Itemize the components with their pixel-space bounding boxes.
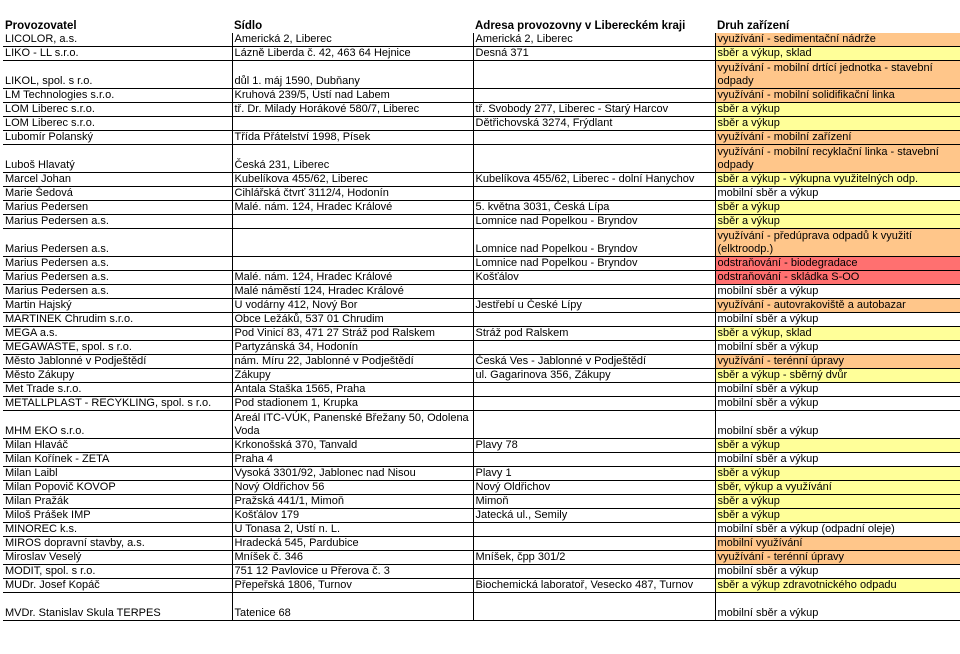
table-row	[3, 271, 960, 285]
provozovatel-cell: Marius Pedersen a.s.	[3, 229, 232, 257]
sidlo-cell	[232, 117, 473, 131]
provozovatel-cell: MUDr. Josef Kopáč	[3, 579, 232, 593]
druh-cell: sběr a výkup - výkupna využitelných odp.	[715, 173, 960, 187]
adresa-cell: Mimoň	[473, 495, 715, 509]
druh-cell: mobilní sběr a výkup	[715, 187, 960, 201]
header-provozovatel: Provozovatel	[5, 20, 77, 32]
table-row	[3, 229, 960, 257]
druh-cell: sběr a výkup - sběrný dvůr	[715, 369, 960, 383]
adresa-cell	[473, 411, 715, 439]
druh-cell: mobilní sběr a výkup	[715, 397, 960, 411]
provozovatel-cell: Milan Pražák	[3, 495, 232, 509]
druh-cell: mobilní sběr a výkup	[715, 453, 960, 467]
adresa-cell	[473, 89, 715, 103]
adresa-cell	[473, 593, 715, 621]
table-row	[3, 215, 960, 229]
sidlo-cell: Americká 2, Liberec	[232, 33, 473, 47]
provozovatel-cell: LM Technologies s.r.o.	[3, 89, 232, 103]
sidlo-cell: nám. Míru 22, Jablonné v Podještědí	[232, 355, 473, 369]
provozovatel-cell: MVDr. Stanislav Skula TERPES	[3, 593, 232, 621]
table-row	[3, 523, 960, 537]
sidlo-cell: Krkonošská 370, Tanvald	[232, 439, 473, 453]
druh-cell: využívání - mobilní recyklační linka - stavební odpady	[715, 145, 960, 173]
adresa-cell: Košťálov	[473, 271, 715, 285]
provozovatel-cell: LIKO - LL s.r.o.	[3, 47, 232, 61]
provozovatel-cell: Milan Hlaváč	[3, 439, 232, 453]
sidlo-cell: důl 1. máj 1590, Dubňany	[232, 61, 473, 89]
druh-cell: odstraňování - skládka S-OO	[715, 271, 960, 285]
sidlo-cell: Třída Přátelství 1998, Písek	[232, 131, 473, 145]
provozovatel-cell: Lubomír Polanský	[3, 131, 232, 145]
table-row	[3, 439, 960, 453]
sidlo-cell: 751 12 Pavlovice u Přerova č. 3	[232, 565, 473, 579]
provozovatel-cell: LOM Liberec s.r.o.	[3, 103, 232, 117]
adresa-cell: Jestřebí u České Lípy	[473, 299, 715, 313]
table-row	[3, 551, 960, 565]
header-adresa: Adresa provozovny v Libereckém kraji	[475, 20, 686, 32]
druh-cell: využívání - mobilní drtící jednotka - stavební odpady	[715, 61, 960, 89]
provozovatel-cell: Milan Kořínek - ZETA	[3, 453, 232, 467]
sidlo-cell: Antala Staška 1565, Praha	[232, 383, 473, 397]
sidlo-cell	[232, 215, 473, 229]
adresa-cell: Lomnice nad Popelkou - Bryndov	[473, 215, 715, 229]
adresa-cell	[473, 313, 715, 327]
druh-cell: sběr a výkup, sklad	[715, 47, 960, 61]
druh-cell: využívání - terénní úpravy	[715, 355, 960, 369]
table-row	[3, 103, 960, 117]
table-row	[3, 453, 960, 467]
druh-cell: sběr a výkup	[715, 509, 960, 523]
adresa-cell	[473, 61, 715, 89]
adresa-cell	[473, 397, 715, 411]
table-body	[3, 33, 960, 621]
druh-cell: využívání - sedimentační nádrže	[715, 33, 960, 47]
adresa-cell: Desná 371	[473, 47, 715, 61]
adresa-cell	[473, 383, 715, 397]
sidlo-cell	[232, 229, 473, 257]
provozovatel-cell: Marie Šedová	[3, 187, 232, 201]
table-row	[3, 145, 960, 173]
adresa-cell	[473, 537, 715, 551]
sidlo-cell: Nový Oldřichov 56	[232, 481, 473, 495]
sidlo-cell: Tatenice 68	[232, 593, 473, 621]
sidlo-cell: Cihlářská čtvrť 3112/4, Hodonín	[232, 187, 473, 201]
druh-cell: sběr a výkup	[715, 201, 960, 215]
druh-cell: sběr a výkup	[715, 215, 960, 229]
adresa-cell: Americká 2, Liberec	[473, 33, 715, 47]
druh-cell: mobilní sběr a výkup	[715, 285, 960, 299]
provozovatel-cell: Miroslav Veselý	[3, 551, 232, 565]
sidlo-cell: Přepeřská 1806, Turnov	[232, 579, 473, 593]
druh-cell: sběr a výkup	[715, 103, 960, 117]
druh-cell: využívání - autovrakoviště a autobazar	[715, 299, 960, 313]
sidlo-cell: Areál ITC-VÚK, Panenské Břežany 50, Odolena Voda	[232, 411, 473, 439]
provozovatel-cell: Martin Hajský	[3, 299, 232, 313]
druh-cell: mobilní využívání	[715, 537, 960, 551]
table-row	[3, 257, 960, 271]
table-row	[3, 383, 960, 397]
sidlo-cell: U Tonasa 2, Ústí n. L.	[232, 523, 473, 537]
adresa-cell: tř. Svobody 277, Liberec - Starý Harcov	[473, 103, 715, 117]
sidlo-cell: Praha 4	[232, 453, 473, 467]
druh-cell: sběr a výkup zdravotnického odpadu	[715, 579, 960, 593]
druh-cell: mobilní sběr a výkup	[715, 313, 960, 327]
sidlo-cell: Partyzánská 34, Hodonín	[232, 341, 473, 355]
provozovatel-cell: LIKOL, spol. s r.o.	[3, 61, 232, 89]
table-row	[3, 397, 960, 411]
druh-cell: sběr, výkup a využívání	[715, 481, 960, 495]
druh-cell: mobilní sběr a výkup	[715, 411, 960, 439]
table-row	[3, 411, 960, 439]
table-row	[3, 327, 960, 341]
sidlo-cell: Malé náměstí 124, Hradec Králové	[232, 285, 473, 299]
table-row	[3, 187, 960, 201]
druh-cell: využívání - terénní úpravy	[715, 551, 960, 565]
provozovatel-cell: Met Trade s.r.o.	[3, 383, 232, 397]
table-row	[3, 579, 960, 593]
adresa-cell: Plavy 1	[473, 467, 715, 481]
table-row	[3, 355, 960, 369]
adresa-cell: Jatecká ul., Semily	[473, 509, 715, 523]
druh-cell: mobilní sběr a výkup	[715, 341, 960, 355]
adresa-cell	[473, 131, 715, 145]
provozovatel-cell: Marcel Johan	[3, 173, 232, 187]
table-row	[3, 173, 960, 187]
table-row	[3, 33, 960, 47]
adresa-cell	[473, 453, 715, 467]
header-row	[3, 19, 960, 33]
sidlo-cell: Kubelíkova 455/62, Liberec	[232, 173, 473, 187]
provozovatel-cell: LOM Liberec s.r.o.	[3, 117, 232, 131]
provozovatel-cell: Marius Pedersen a.s.	[3, 285, 232, 299]
table-row	[3, 131, 960, 145]
adresa-cell	[473, 285, 715, 299]
sidlo-cell: tř. Dr. Milady Horákové 580/7, Liberec	[232, 103, 473, 117]
adresa-cell	[473, 565, 715, 579]
facility-table	[3, 19, 960, 621]
adresa-cell: ul. Gagarinova 356, Zákupy	[473, 369, 715, 383]
sidlo-cell: Hradecká 545, Pardubice	[232, 537, 473, 551]
provozovatel-cell: Milan Laibl	[3, 467, 232, 481]
adresa-cell: Nový Oldřichov	[473, 481, 715, 495]
adresa-cell: 5. května 3031, Česká Lípa	[473, 201, 715, 215]
sidlo-cell: Lázně Liberda č. 42, 463 64 Hejnice	[232, 47, 473, 61]
sidlo-cell: Pod Vinicí 83, 471 27 Stráž pod Ralskem	[232, 327, 473, 341]
table-row	[3, 299, 960, 313]
sidlo-cell: Pražská 441/1, Mimoň	[232, 495, 473, 509]
druh-cell: mobilní sběr a výkup	[715, 383, 960, 397]
sidlo-cell: Vysoká 3301/92, Jablonec nad Nisou	[232, 467, 473, 481]
sidlo-cell: Košťálov 179	[232, 509, 473, 523]
adresa-cell: Lomnice nad Popelkou - Bryndov	[473, 257, 715, 271]
provozovatel-cell: Milan Popovič KOVOP	[3, 481, 232, 495]
provozovatel-cell: Marius Pedersen a.s.	[3, 215, 232, 229]
table-row	[3, 201, 960, 215]
druh-cell: využívání - předúprava odpadů k využití (elktroodp.)	[715, 229, 960, 257]
table-row	[3, 117, 960, 131]
provozovatel-cell: MHM EKO s.r.o.	[3, 411, 232, 439]
druh-cell: odstraňování - biodegradace	[715, 257, 960, 271]
sidlo-cell: Obce Ležáků, 537 01 Chrudim	[232, 313, 473, 327]
sidlo-cell: Česká 231, Liberec	[232, 145, 473, 173]
adresa-cell: Biochemická laboratoř, Vesecko 487, Turnov	[473, 579, 715, 593]
provozovatel-cell: Město Zákupy	[3, 369, 232, 383]
druh-cell: sběr a výkup, sklad	[715, 327, 960, 341]
adresa-cell	[473, 523, 715, 537]
provozovatel-cell: Miloš Prášek IMP	[3, 509, 232, 523]
sidlo-cell: Malé. nám. 124, Hradec Králové	[232, 201, 473, 215]
adresa-cell: Lomnice nad Popelkou - Bryndov	[473, 229, 715, 257]
druh-cell: mobilní sběr a výkup	[715, 593, 960, 621]
adresa-cell: Kubelíkova 455/62, Liberec - dolní Hanychov	[473, 173, 715, 187]
table-row	[3, 593, 960, 621]
table-row	[3, 495, 960, 509]
druh-cell: využívání - mobilní zařízení	[715, 131, 960, 145]
adresa-cell: Stráž pod Ralskem	[473, 327, 715, 341]
adresa-cell	[473, 145, 715, 173]
druh-cell: využívání - mobilní solidifikační linka	[715, 89, 960, 103]
provozovatel-cell: Luboš Hlavatý	[3, 145, 232, 173]
sidlo-cell: Kruhová 239/5, Ústí nad Labem	[232, 89, 473, 103]
druh-cell: mobilní sběr a výkup (odpadní oleje)	[715, 523, 960, 537]
table-row	[3, 89, 960, 103]
druh-cell: sběr a výkup	[715, 467, 960, 481]
druh-cell: sběr a výkup	[715, 439, 960, 453]
sidlo-cell: U vodárny 412, Nový Bor	[232, 299, 473, 313]
provozovatel-cell: LICOLOR, a.s.	[3, 33, 232, 47]
provozovatel-cell: Město Jablonné v Podještědí	[3, 355, 232, 369]
sidlo-cell: Mníšek č. 346	[232, 551, 473, 565]
provozovatel-cell: MINOREC k.s.	[3, 523, 232, 537]
druh-cell: sběr a výkup	[715, 117, 960, 131]
provozovatel-cell: MODIT, spol. s r.o.	[3, 565, 232, 579]
sidlo-cell: Zákupy	[232, 369, 473, 383]
adresa-cell: Česká Ves - Jablonné v Podještědí	[473, 355, 715, 369]
table-row	[3, 313, 960, 327]
adresa-cell	[473, 341, 715, 355]
table-row	[3, 467, 960, 481]
adresa-cell: Dětřichovská 3274, Frýdlant	[473, 117, 715, 131]
header-druh: Druh zařízení	[717, 20, 790, 32]
sidlo-cell: Pod stadionem 1, Krupka	[232, 397, 473, 411]
provozovatel-cell: MIROS dopravní stavby, a.s.	[3, 537, 232, 551]
header-sidlo: Sídlo	[234, 20, 263, 32]
provozovatel-cell: Marius Pedersen a.s.	[3, 271, 232, 285]
provozovatel-cell: Marius Pedersen a.s.	[3, 257, 232, 271]
provozovatel-cell: Marius Pedersen	[3, 201, 232, 215]
table-row	[3, 537, 960, 551]
druh-cell: sběr a výkup	[715, 495, 960, 509]
table-row	[3, 47, 960, 61]
table-row	[3, 61, 960, 89]
adresa-cell	[473, 187, 715, 201]
table-row	[3, 369, 960, 383]
sidlo-cell: Malé. nám. 124, Hradec Králové	[232, 271, 473, 285]
provozovatel-cell: METALLPLAST - RECYKLING, spol. s r.o.	[3, 397, 232, 411]
sidlo-cell	[232, 257, 473, 271]
provozovatel-cell: MARTINEK Chrudim s.r.o.	[3, 313, 232, 327]
table-row	[3, 565, 960, 579]
adresa-cell: Plavy 78	[473, 439, 715, 453]
druh-cell: mobilní sběr a výkup	[715, 565, 960, 579]
table-row	[3, 481, 960, 495]
table-row	[3, 341, 960, 355]
table-row	[3, 509, 960, 523]
adresa-cell: Mníšek, čpp 301/2	[473, 551, 715, 565]
provozovatel-cell: MEGA a.s.	[3, 327, 232, 341]
table-row	[3, 285, 960, 299]
provozovatel-cell: MEGAWASTE, spol. s r.o.	[3, 341, 232, 355]
